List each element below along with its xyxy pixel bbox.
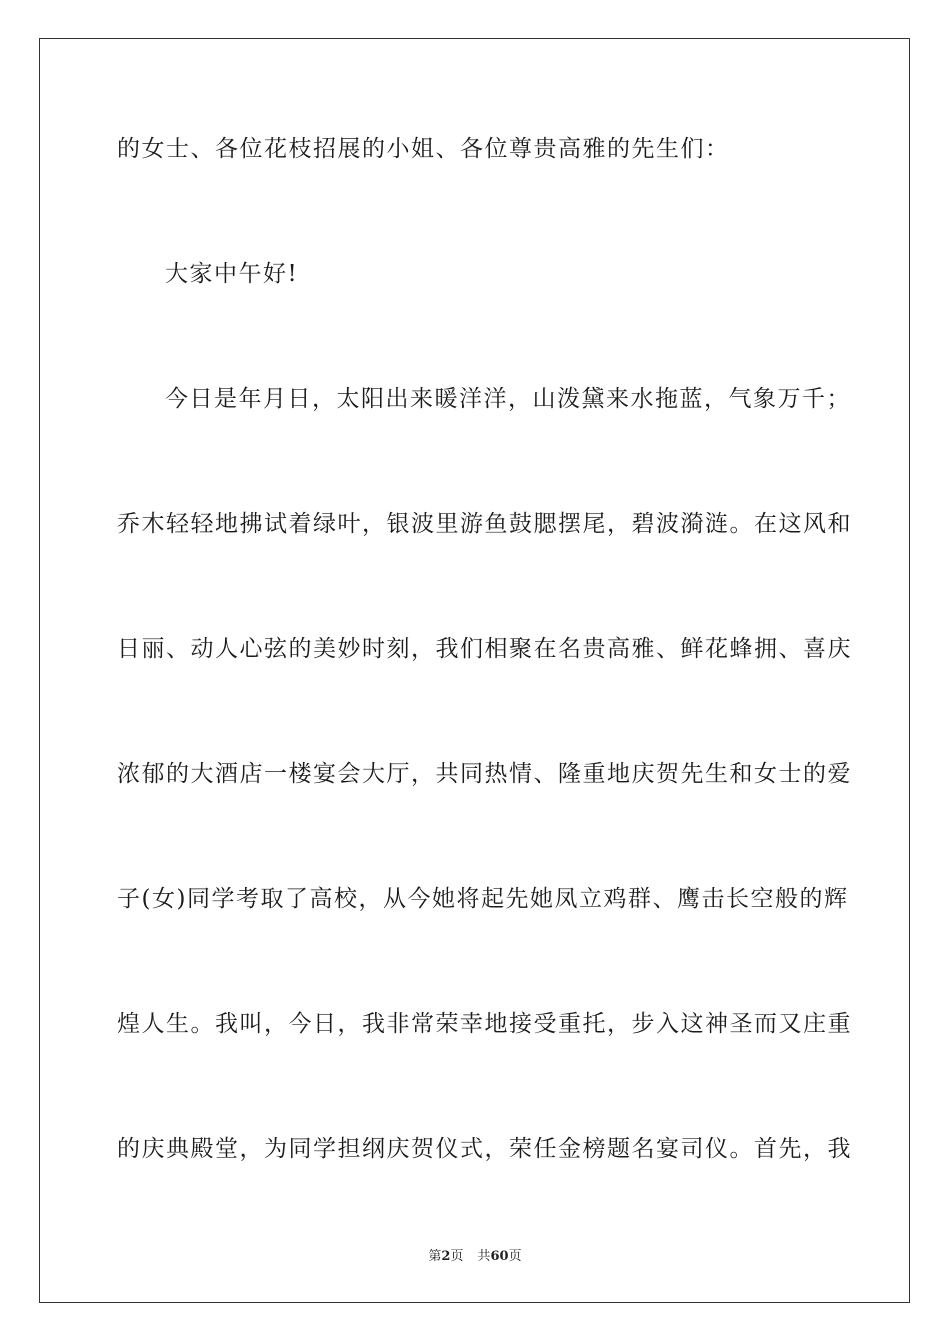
paragraph-line-1: 的女士、各位花枝招展的小姐、各位尊贵高雅的先生们： — [117, 136, 730, 162]
paragraph-line-9: 的庆典殿堂，为同学担纲庆贺仪式，荣任金榜题名宴司仪。首先，我 — [117, 1136, 852, 1162]
paragraph-line-2: 大家中午好! — [165, 261, 299, 287]
total-label-suffix: 页 — [508, 1249, 522, 1264]
paragraph-line-5: 日丽、动人心弦的美妙时刻，我们相聚在名贵高雅、鲜花蜂拥、喜庆 — [117, 636, 852, 662]
paragraph-line-6: 浓郁的大酒店一楼宴会大厅，共同热情、隆重地庆贺先生和女士的爱 — [117, 761, 852, 787]
total-pages: 60 — [490, 1249, 509, 1264]
paragraph-line-7: 子(女)同学考取了高校，从今她将起先她凤立鸡群、鹰击长空般的辉 — [117, 886, 849, 912]
paragraph-line-3: 今日是年月日，太阳出来暖洋洋，山泼黛来水拖蓝，气象万千； — [165, 386, 851, 412]
page-label-suffix: 页 — [450, 1249, 464, 1264]
page-border — [39, 38, 910, 1303]
paragraph-line-4: 乔木轻轻地拂试着绿叶，银波里游鱼鼓腮摆尾，碧波漪涟。在这风和 — [117, 511, 852, 537]
page-number: 2 — [441, 1249, 451, 1264]
paragraph-line-8: 煌人生。我叫，今日，我非常荣幸地接受重托，步入这神圣而又庄重 — [117, 1011, 852, 1037]
page-label-prefix: 第 — [428, 1249, 442, 1264]
page-footer — [0, 1248, 950, 1266]
total-label-prefix: 共 — [477, 1249, 491, 1264]
